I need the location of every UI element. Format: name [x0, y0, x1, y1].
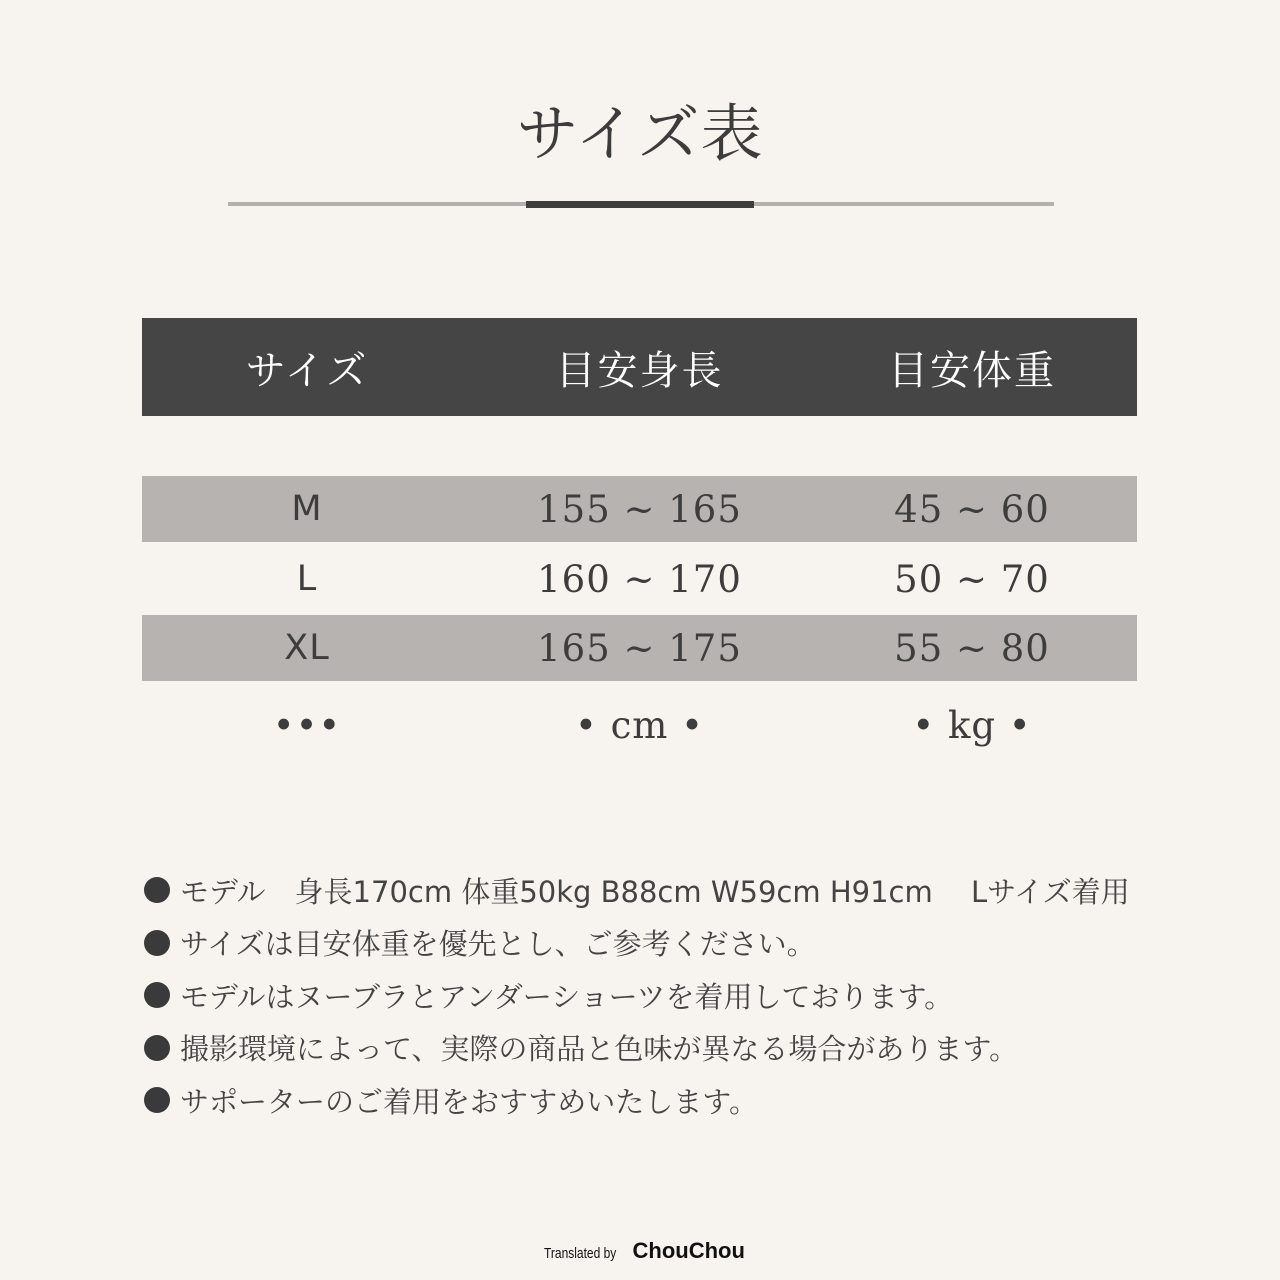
- list-item: [142, 864, 1142, 917]
- table-row-xl: [142, 615, 1137, 681]
- table-row-l: [142, 546, 1137, 612]
- table-units-row: [142, 692, 1137, 758]
- unit-size: •••: [272, 703, 342, 747]
- footer-credit: [0, 1236, 1280, 1269]
- footer-brand: ChouChou: [632, 1238, 745, 1263]
- table-row-m: [142, 476, 1137, 542]
- row-weight: 45 ~ 60: [894, 487, 1050, 531]
- list-item: [142, 1022, 1142, 1075]
- unit-height: • cm •: [575, 703, 704, 747]
- list-item: [142, 1074, 1142, 1127]
- note-text: モデル 身長170cm 体重50kg B88cm W59cm H91cm Lサイズ着用: [180, 874, 1130, 909]
- note-text: サイズは目安体重を優先とし、ご参考ください。: [180, 927, 816, 962]
- notes-list: [142, 864, 1142, 1127]
- row-size: L: [296, 559, 318, 599]
- row-weight: 50 ~ 70: [894, 557, 1050, 601]
- list-item: [142, 969, 1142, 1022]
- row-height: 160 ~ 170: [537, 557, 742, 601]
- bullet-icon: [144, 1035, 170, 1061]
- unit-weight: • kg •: [912, 703, 1032, 747]
- bullet-icon: [144, 982, 170, 1008]
- note-text: モデルはヌーブラとアンダーショーツを着用しております。: [180, 979, 954, 1014]
- title-divider-accent: [526, 201, 754, 208]
- bullet-icon: [144, 877, 170, 903]
- bullet-icon: [144, 1087, 170, 1113]
- note-text: サポーターのご着用をおすすめいたします。: [180, 1084, 758, 1119]
- row-weight: 55 ~ 80: [894, 626, 1050, 670]
- page-title: サイズ表: [516, 97, 764, 170]
- header-weight: 目安体重: [888, 347, 1056, 394]
- row-size: M: [291, 489, 323, 529]
- bullet-icon: [144, 930, 170, 956]
- header-size: サイズ: [245, 347, 369, 394]
- footer-prefix: Translated by: [544, 1245, 617, 1262]
- row-size: XL: [284, 628, 330, 668]
- row-height: 165 ~ 175: [537, 626, 742, 670]
- header-height: 目安身長: [555, 347, 724, 394]
- note-text: 撮影環境によって、実際の商品と色味が異なる場合があります。: [180, 1032, 1019, 1067]
- row-height: 155 ~ 165: [537, 487, 742, 531]
- list-item: [142, 917, 1142, 970]
- size-table-header: [142, 318, 1137, 416]
